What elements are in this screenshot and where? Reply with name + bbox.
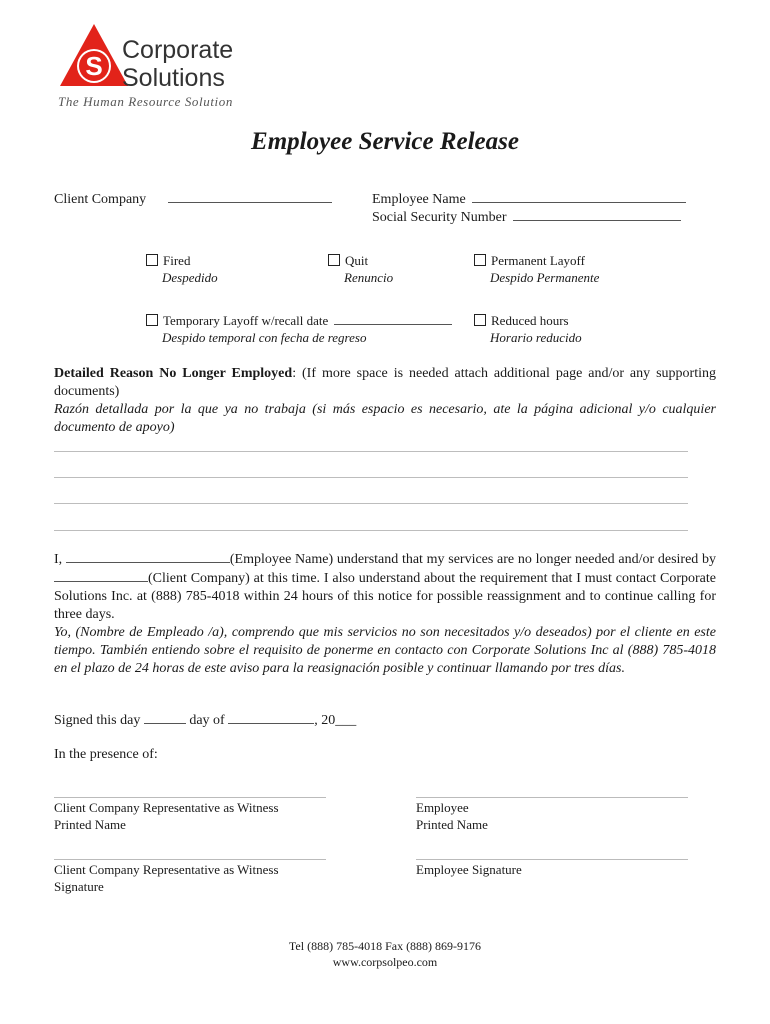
employee-printed-name-label-1: Employee bbox=[416, 800, 469, 815]
rep-signature-label bbox=[54, 861, 279, 895]
statement-part-3: (Client Company) at this time. I also understand about the requirement that I must contact Corporate Solutions Inc. at (888) 785-4018 within 24 hours of this notice for possible reassignment and to continue calling for three days. bbox=[54, 571, 716, 622]
option-fired-es: Despedido bbox=[162, 270, 218, 285]
client-company-field bbox=[54, 190, 332, 209]
footer-phone: Tel (888) 785-4018 Fax (888) 869-9176 bbox=[288, 939, 482, 953]
rep-signature-label-1: Client Company Representative as Witness bbox=[54, 862, 279, 877]
checkbox-permanent-layoff[interactable] bbox=[474, 254, 486, 266]
ssn-input[interactable] bbox=[513, 208, 681, 221]
option-permanent-layoff[interactable] bbox=[474, 252, 599, 286]
checkbox-reduced-hours[interactable] bbox=[474, 314, 486, 326]
option-quit-label: Quit bbox=[345, 253, 369, 268]
employee-name-label: Employee Name bbox=[372, 192, 466, 207]
option-reduced-hours-label: Reduced hours bbox=[491, 313, 569, 328]
ssn-label: Social Security Number bbox=[372, 210, 507, 225]
rep-printed-name-line[interactable] bbox=[54, 797, 326, 798]
client-company-input[interactable] bbox=[168, 190, 332, 203]
option-reduced-hours-es: Horario reducido bbox=[490, 330, 582, 345]
option-temporary-layoff[interactable] bbox=[146, 312, 452, 346]
option-temporary-layoff-label: Temporary Layoff w/recall date bbox=[163, 313, 329, 328]
statement-part-1: I, bbox=[54, 552, 63, 567]
employee-printed-name-label-2: Printed Name bbox=[416, 817, 488, 832]
footer bbox=[0, 938, 770, 970]
company-logo bbox=[52, 22, 272, 112]
checkbox-fired[interactable] bbox=[146, 254, 158, 266]
signed-date-line bbox=[54, 711, 356, 730]
option-quit[interactable] bbox=[328, 252, 393, 286]
option-permanent-layoff-label: Permanent Layoff bbox=[491, 253, 585, 268]
signed-month-input[interactable] bbox=[228, 711, 314, 724]
reason-line-2[interactable] bbox=[54, 477, 688, 478]
rep-printed-name-label-1: Client Company Representative as Witness bbox=[54, 800, 279, 815]
rep-printed-name-label-2: Printed Name bbox=[54, 817, 126, 832]
employee-printed-name-line[interactable] bbox=[416, 797, 688, 798]
triangle-logo-icon bbox=[52, 22, 272, 112]
statement-section bbox=[54, 550, 716, 678]
logo-name-line2: Solutions bbox=[122, 64, 225, 92]
employee-printed-name-label bbox=[416, 799, 488, 833]
statement-client-company-input[interactable] bbox=[54, 569, 148, 582]
presence-label: In the presence of: bbox=[54, 747, 158, 762]
ssn-field bbox=[372, 208, 681, 227]
signed-dayof-label: day of bbox=[189, 713, 225, 728]
reason-section bbox=[54, 365, 716, 437]
option-temporary-layoff-es: Despido temporal con fecha de regreso bbox=[162, 330, 367, 345]
reason-line-1[interactable] bbox=[54, 451, 688, 452]
checkbox-quit[interactable] bbox=[328, 254, 340, 266]
page-title: Employee Service Release bbox=[251, 128, 519, 155]
statement-employee-name-input[interactable] bbox=[66, 550, 230, 563]
employee-name-input[interactable] bbox=[472, 190, 686, 203]
signed-year-label: , 20 bbox=[314, 713, 336, 728]
footer-website: www.corpsolpeo.com bbox=[332, 955, 438, 969]
signed-year-input[interactable]: ___ bbox=[335, 713, 357, 728]
reason-heading: Detailed Reason No Longer Employed bbox=[54, 366, 293, 381]
option-fired[interactable] bbox=[146, 252, 218, 286]
rep-signature-line[interactable] bbox=[54, 859, 326, 860]
signed-label: Signed this day bbox=[54, 713, 141, 728]
employee-name-field bbox=[372, 190, 686, 209]
employee-signature-label-1: Employee Signature bbox=[416, 862, 522, 877]
employee-signature-label bbox=[416, 861, 522, 878]
reason-line-4[interactable] bbox=[54, 530, 688, 531]
option-reduced-hours[interactable] bbox=[474, 312, 582, 346]
reason-instructions: : (If more space is needed attach additional page and/or any supporting documents) bbox=[54, 366, 716, 399]
reason-line-3[interactable] bbox=[54, 503, 688, 504]
logo-tagline: The Human Resource Solution bbox=[58, 94, 233, 109]
checkbox-temporary-layoff[interactable] bbox=[146, 314, 158, 326]
rep-signature-label-2: Signature bbox=[54, 879, 104, 894]
client-company-label: Client Company bbox=[54, 192, 147, 207]
reason-instructions-es: Razón detallada por la que ya no trabaja (si más espacio es necesario, ate la página adicional y/o cualquier documento de apoyo) bbox=[54, 402, 716, 435]
employee-signature-line[interactable] bbox=[416, 859, 688, 860]
recall-date-input[interactable] bbox=[334, 312, 452, 325]
statement-es: Yo, (Nombre de Empleado /a), comprendo que mis servicios no son necesitados y/o deseados) por el cliente en este tiempo. También entiendo sobre el requisito de ponerme en contacto con Corporate Solutions Inc al (888) 785-4018 en el plazo de 24 horas de este aviso para la reasignación posible y continuar llamando por tres días. bbox=[54, 625, 716, 676]
logo-letter: S bbox=[85, 51, 103, 81]
logo-name-line1: Corporate bbox=[122, 36, 234, 64]
option-quit-es: Renuncio bbox=[344, 270, 394, 285]
statement-part-2: (Employee Name) understand that my services are no longer needed and/or desired by bbox=[229, 552, 717, 567]
statement-en bbox=[54, 550, 716, 624]
rep-printed-name-label bbox=[54, 799, 279, 833]
option-permanent-layoff-es: Despido Permanente bbox=[490, 270, 600, 285]
signed-day-input[interactable] bbox=[144, 711, 186, 724]
option-fired-label: Fired bbox=[163, 253, 191, 268]
